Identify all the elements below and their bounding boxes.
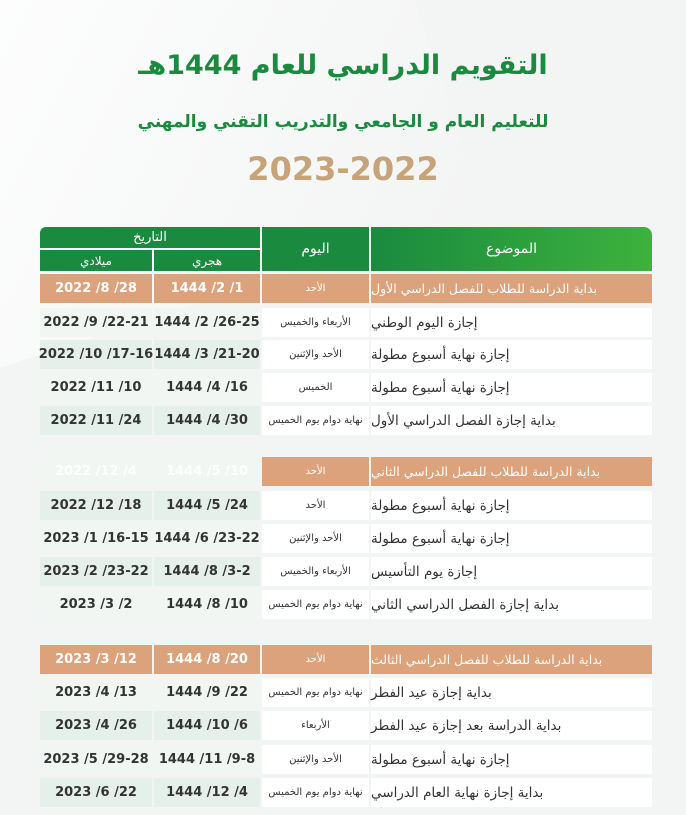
gregorian-date-cell: 13/ 4/ 2023 [40, 678, 152, 707]
table-header [40, 227, 652, 271]
day-cell: الأربعاء والخميس [262, 557, 369, 586]
gregorian-date-cell: 26/ 4/ 2023 [40, 711, 152, 740]
hijri-date-cell: 10/ 5/ 1444 [154, 457, 260, 486]
day-cell: الأحد والإثنين [262, 745, 369, 774]
gregorian-date-cell: 17-16/ 10/ 2022 [40, 340, 152, 369]
hijri-date-cell: 30/ 4/ 1444 [154, 406, 260, 435]
table-row [40, 778, 652, 807]
day-cell: نهاية دوام يوم الخميس [262, 678, 369, 707]
table-row [40, 745, 652, 774]
table-row [40, 645, 652, 674]
hijri-date-cell: 3-2/ 8/ 1444 [154, 557, 260, 586]
subject-cell: بداية إجازة الفصل الدراسي الأول [371, 406, 652, 435]
gregorian-date-cell: 24/ 11/ 2022 [40, 406, 152, 435]
day-cell: الأحد [262, 645, 369, 674]
hijri-date-cell: 4/ 12/ 1444 [154, 778, 260, 807]
hijri-date-cell: 9-8/ 11/ 1444 [154, 745, 260, 774]
subject-cell: بداية الدراسة للطلاب للفصل الدراسي الثاني [371, 457, 652, 486]
subject-cell: إجازة نهاية أسبوع مطولة [371, 340, 652, 369]
hijri-date-cell: 1/ 2/ 1444 [154, 274, 260, 303]
subject-cell: بداية إجازة نهاية العام الدراسي [371, 778, 652, 807]
header-day: اليوم [262, 227, 369, 271]
gregorian-date-cell: 10/ 11/ 2022 [40, 373, 152, 402]
hijri-date-cell: 24/ 5/ 1444 [154, 491, 260, 520]
day-cell: الأحد [262, 491, 369, 520]
subject-cell: بداية الدراسة للطلاب للفصل الدراسي الأول [371, 274, 652, 303]
subject-cell: بداية إجازة الفصل الدراسي الثاني [371, 590, 652, 619]
day-cell: الأحد [262, 457, 369, 486]
subject-cell: إجازة نهاية أسبوع مطولة [371, 373, 652, 402]
subject-cell: إجازة نهاية أسبوع مطولة [371, 524, 652, 553]
subject-cell: إجازة اليوم الوطني [371, 308, 652, 337]
hijri-date-cell: 20/ 8/ 1444 [154, 645, 260, 674]
header-hijri: هجري [154, 250, 260, 271]
gregorian-date-cell: 2/ 3/ 2023 [40, 590, 152, 619]
page-subtitle: للتعليم العام و الجامعي والتدريب التقني والمهني [137, 112, 549, 132]
subject-cell: إجازة نهاية أسبوع مطولة [371, 745, 652, 774]
day-cell: نهاية دوام يوم الخميس [262, 406, 369, 435]
day-cell: الخميس [262, 373, 369, 402]
hijri-date-cell: 6/ 10/ 1444 [154, 711, 260, 740]
gregorian-date-cell: 22/ 6/ 2023 [40, 778, 152, 807]
day-cell: نهاية دوام يوم الخميس [262, 778, 369, 807]
subject-cell: بداية الدراسة بعد إجازة عيد الفطر [371, 711, 652, 740]
table-row [40, 678, 652, 707]
hijri-date-cell: 22/ 9/ 1444 [154, 678, 260, 707]
gregorian-date-cell: 23-22/ 2/ 2023 [40, 557, 152, 586]
hijri-date-cell: 10/ 8/ 1444 [154, 590, 260, 619]
table-row [40, 711, 652, 740]
gregorian-date-cell: 4/ 12/ 2022 [40, 457, 152, 486]
subject-cell: بداية إجازة عيد الفطر [371, 678, 652, 707]
header-subject: الموضوع [371, 227, 652, 271]
table-row [40, 340, 652, 369]
hijri-date-cell: 21-20/ 3/ 1444 [154, 340, 260, 369]
table-row [40, 557, 652, 586]
academic-years: 2023-2022 [247, 150, 439, 188]
day-cell: الأحد والإثنين [262, 524, 369, 553]
table-row [40, 406, 652, 435]
table-row [40, 308, 652, 337]
subject-cell: إجازة نهاية أسبوع مطولة [371, 491, 652, 520]
gregorian-date-cell: 16-15/ 1/ 2023 [40, 524, 152, 553]
day-cell: نهاية دوام يوم الخميس [262, 590, 369, 619]
day-cell: الأربعاء [262, 711, 369, 740]
table-row [40, 373, 652, 402]
subject-cell: بداية الدراسة للطلاب للفصل الدراسي الثالث [371, 645, 652, 674]
hijri-date-cell: 16/ 4/ 1444 [154, 373, 260, 402]
gregorian-date-cell: 12/ 3/ 2023 [40, 645, 152, 674]
hijri-date-cell: 26-25/ 2/ 1444 [154, 308, 260, 337]
table-row [40, 457, 652, 486]
table-row [40, 590, 652, 619]
gregorian-date-cell: 22-21/ 9/ 2022 [40, 308, 152, 337]
table-row [40, 524, 652, 553]
gregorian-date-cell: 29-28/ 5/ 2023 [40, 745, 152, 774]
table-row [40, 491, 652, 520]
gregorian-date-cell: 28/ 8/ 2022 [40, 274, 152, 303]
day-cell: الأربعاء والخميس [262, 308, 369, 337]
header-date: التاريخ [40, 227, 260, 248]
hijri-date-cell: 23-22/ 6/ 1444 [154, 524, 260, 553]
gregorian-date-cell: 18/ 12/ 2022 [40, 491, 152, 520]
subject-cell: إجازة يوم التأسيس [371, 557, 652, 586]
header-gregorian: ميلادي [40, 250, 152, 271]
page-title: التقويم الدراسي للعام 1444هـ [138, 50, 548, 81]
table-row [40, 274, 652, 303]
day-cell: الأحد والإثنين [262, 340, 369, 369]
day-cell: الأحد [262, 274, 369, 303]
